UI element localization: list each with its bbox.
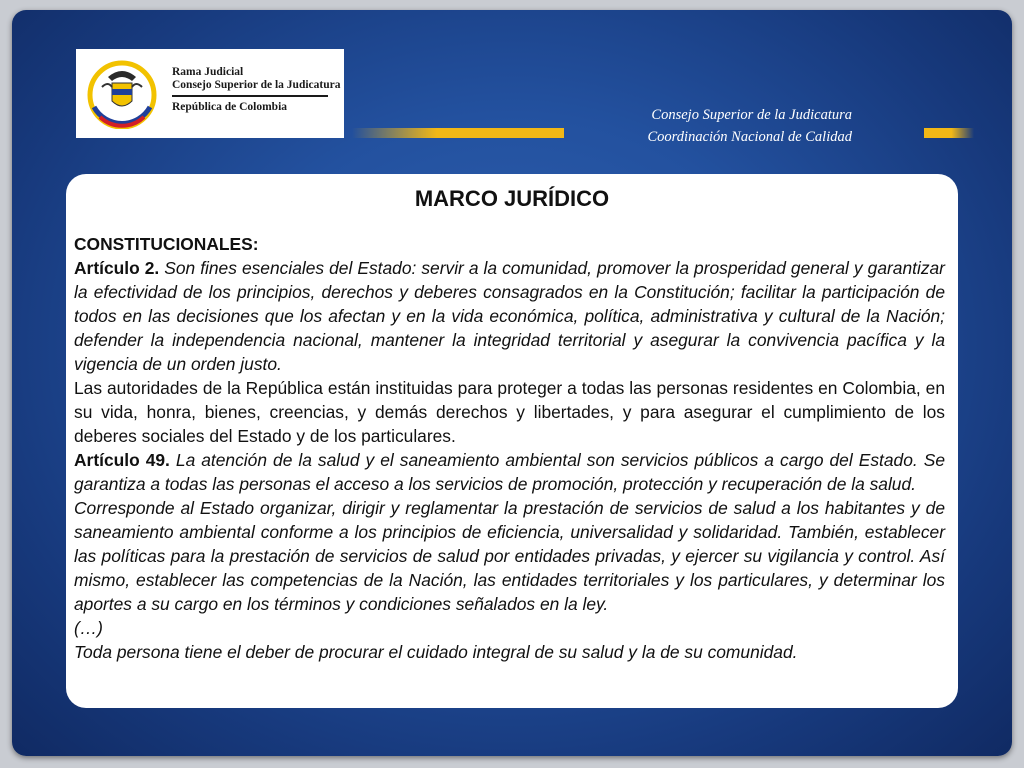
header-line-coordinacion: Coordinación Nacional de Calidad [647,129,852,145]
article-49-paragraph [74,448,945,496]
logo-divider [172,95,328,97]
gold-accent-bar-left [352,128,564,138]
article-49-paragraph-2 [74,496,945,616]
ellipsis [74,616,945,640]
content-panel [66,174,958,708]
logo [76,49,344,138]
gold-accent-bar-right [924,128,974,138]
page-title: MARCO JURÍDICO [414,186,610,211]
coat-of-arms-icon [86,57,158,129]
article-2-text: Son fines esenciales del Estado: servir a la comunidad, promover la prosperidad general y garantizar la efectividad de los principios, derechos y deberes consagrados en la Constitución; facilitar la participación de todos en las decisiones que los afectan y en la vida económica, política, administrativa y cultural de la Nación; defender la independencia nacional, mantener la integridad territorial y asegurar la convivencia pacífica y la vigencia de un orden justo. [74,258,945,374]
logo-line-republica: República de Colombia [172,101,288,113]
header-subtitle [572,104,852,148]
closing-paragraph [74,640,945,664]
article-2-label: Artículo 2. [74,258,160,278]
slide [12,10,1012,756]
legal-text [74,232,945,664]
closing-text: Toda persona tiene el deber de procurar el cuidado integral de su salud y la de su comunidad. [74,642,798,662]
article-49-label: Artículo 49. [74,450,170,470]
article-49-text: La atención de la salud y el saneamiento ambiental son servicios públicos a cargo del Estado. Se garantiza a todas las personas el acceso a los servicios de promoción, protección y recuperación de la salud. [74,450,945,494]
header-line-consejo: Consejo Superior de la Judicatura [651,107,852,123]
logo-text [172,66,340,114]
section-heading: CONSTITUCIONALES: [74,234,259,254]
article-49-text-2: Corresponde al Estado organizar, dirigir y reglamentar la prestación de servicios de salud a los habitantes y de saneamiento ambiental conforme a los principios de eficiencia, universalidad y solidaridad. También, establecer las políticas para la prestación de servicios de salud por entidades privadas, y ejercer su vigilancia y control. Así mismo, establecer las competencias de la Nación, las entidades territoriales y los particulares, y determinar los aportes a su cargo en los términos y condiciones señalados en la ley. [74,498,945,614]
article-2-paragraph [74,256,945,376]
ellipsis-text: (…) [74,618,103,638]
logo-line-consejo: Consejo Superior de la Judicatura [172,79,341,91]
logo-line-rama: Rama Judicial [172,66,244,78]
article-2-paragraph-2: Las autoridades de la República están instituidas para proteger a todas las personas residentes en Colombia, en su vida, honra, bienes, creencias, y demás derechos y libertades, y para asegurar el cumplimiento de los deberes sociales del Estado y de los particulares. [74,378,945,446]
